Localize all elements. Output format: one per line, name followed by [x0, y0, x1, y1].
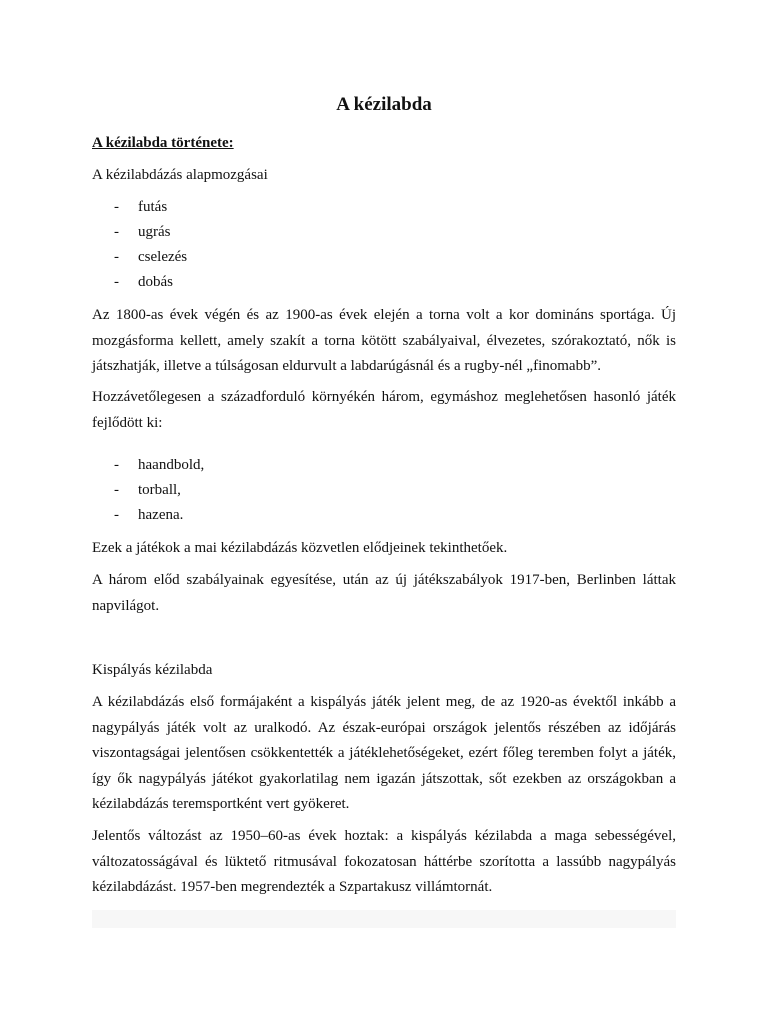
games-list [92, 453, 676, 528]
list-dash: - [114, 224, 119, 240]
history-heading: A kézilabda története: [92, 135, 234, 151]
list-item-text: haandbold, [138, 457, 205, 473]
list-dash: - [114, 507, 119, 523]
paragraph-unification: A három előd szabályainak egyesítése, után az új játékszabályok 1917-ben, Berlinben láttak napvilágot. [92, 572, 676, 614]
page-bottom-band [92, 910, 676, 928]
list-item [92, 270, 676, 295]
list-item-text: torball, [138, 482, 181, 498]
list-item-text: dobás [138, 274, 173, 290]
paragraph-small-field: A kézilabdázás első formájaként a kispályás játék jelent meg, de az 1920-as évektől inkább a nagypályás játék volt az uralkodó. Az észak-európai országok jelentős részében az időjárás viszontagságai jelentősen csökkentették a játéklehetőségeket, ezért főleg teremben folyt a játék, így ők nagypályás játékot gyakorlatilag nem igazán játszottak, sőt ezekben az országokban a kézilabdázás teremsportként vert gyökeret. [92, 694, 676, 812]
basic-moves-intro: A kézilabdázás alapmozgásai [92, 167, 268, 183]
document-title: A kézilabda [336, 94, 432, 115]
list-item-text: ugrás [138, 224, 171, 240]
paragraph-1800s: Az 1800-as évek végén és az 1900-as évek elején a torna volt a kor domináns sportága. Új mozgásforma kellett, amely szakít a torna kötött szabályaival, élvezetes, szórakoztató, nők is játszhatják, illetve a túlságosan eldurvult a labdarúgásnál és a rugby-nél „finomabb”. [92, 307, 676, 374]
list-dash: - [114, 199, 119, 215]
list-dash: - [114, 249, 119, 265]
list-item-text: cselezés [138, 249, 188, 265]
list-item [92, 503, 676, 528]
paragraph-1950s: Jelentős változást az 1950–60-as évek hoztak: a kispályás kézilabda a maga sebességével, változatosságával és lüktető ritmusával fokozatosan háttérbe szorította a lassúbb nagypályás kézilabdázást. 1957-ben megrendezték a Szpartakusz villámtornát. [92, 828, 676, 895]
list-dash: - [114, 457, 119, 473]
list-item-text: hazena. [138, 507, 184, 523]
paragraph-turn-of-century: Hozzávetőlegesen a századforduló környékén három, egymáshoz meglehetősen hasonló játék fejlődött ki: [92, 389, 676, 431]
small-field-heading: Kispályás kézilabda [92, 662, 213, 678]
list-item [92, 245, 676, 270]
basic-moves-list [92, 195, 676, 295]
list-item [92, 220, 676, 245]
list-item [92, 453, 676, 478]
list-dash: - [114, 482, 119, 498]
list-item-text: futás [138, 199, 168, 215]
paragraph-ancestors: Ezek a játékok a mai kézilabdázás közvetlen elődjeinek tekinthetőek. [92, 540, 508, 556]
list-item [92, 478, 676, 503]
list-dash: - [114, 274, 119, 290]
list-item [92, 195, 676, 220]
